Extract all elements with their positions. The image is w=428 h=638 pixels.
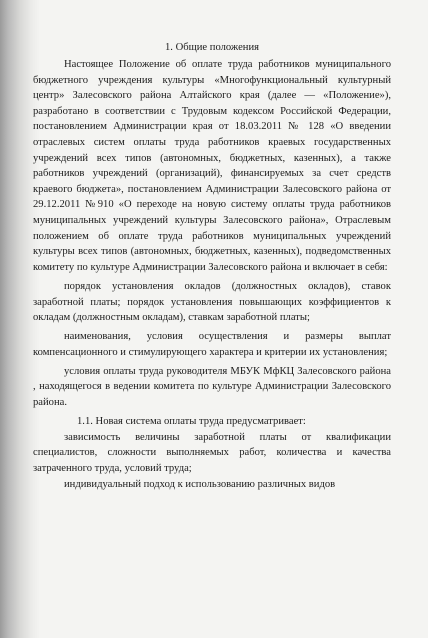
contents-list xyxy=(33,279,391,411)
intro-paragraph: Настоящее Положение об оплате труда работников муниципального бюджетного учреждения культуры «Многофункциональный культурный центр» Залесовского района Алтайского края (далее — «Положение»), разработано в соответствии с Трудовым кодексом Российской Федерации, постановлением Администрации края от 18.03.2011 № 128 «О введении отраслевых систем оплаты труда работников краевых государственных учреждений всех типов (автономных, бюджетных, казенных), а также работников учреждений (организаций), финансируемых за счет средств краевого бюджета», постановлением Администрации Залесовского района от 29.12.2011 №910 «О переходе на новую систему оплаты труда работников муниципальных учреждений культуры Залесовского района», Отраслевым положением об оплате труда работников муниципальных учреждений культуры всех типов (автономных, бюджетных, казенных), подведомственных комитету по культуре Администрации Залесовского района и включает в себя: xyxy=(33,59,391,273)
document-page xyxy=(33,40,391,492)
list-item: наименования, условия осуществления и размеры выплат компенсационного и стимулирующего характера и критерии их установления; xyxy=(33,331,391,358)
list-item: порядок установления окладов (должностных окладов), ставок заработной платы; порядок установления повышающих коэффициентов к окладам (должностным окладам), ставкам заработной платы; xyxy=(33,280,391,324)
list-item: зависимость величины заработной платы от квалификации специалистов, сложности выполняемых работ, количества и качества затраченного труда, условий труда; xyxy=(33,431,391,474)
list-item: индивидуальный подход к использованию различных видов xyxy=(64,478,336,490)
subsection-title: 1.1. Новая система оплаты труда предусматривает: xyxy=(77,416,306,428)
section-title: 1. Общие положения xyxy=(164,42,260,53)
list-item: условия оплаты труда руководителя МБУК МфКЦ Залесовского района , находящегося в ведении комитета по культуре Администрации Залесовского района. xyxy=(33,365,391,409)
